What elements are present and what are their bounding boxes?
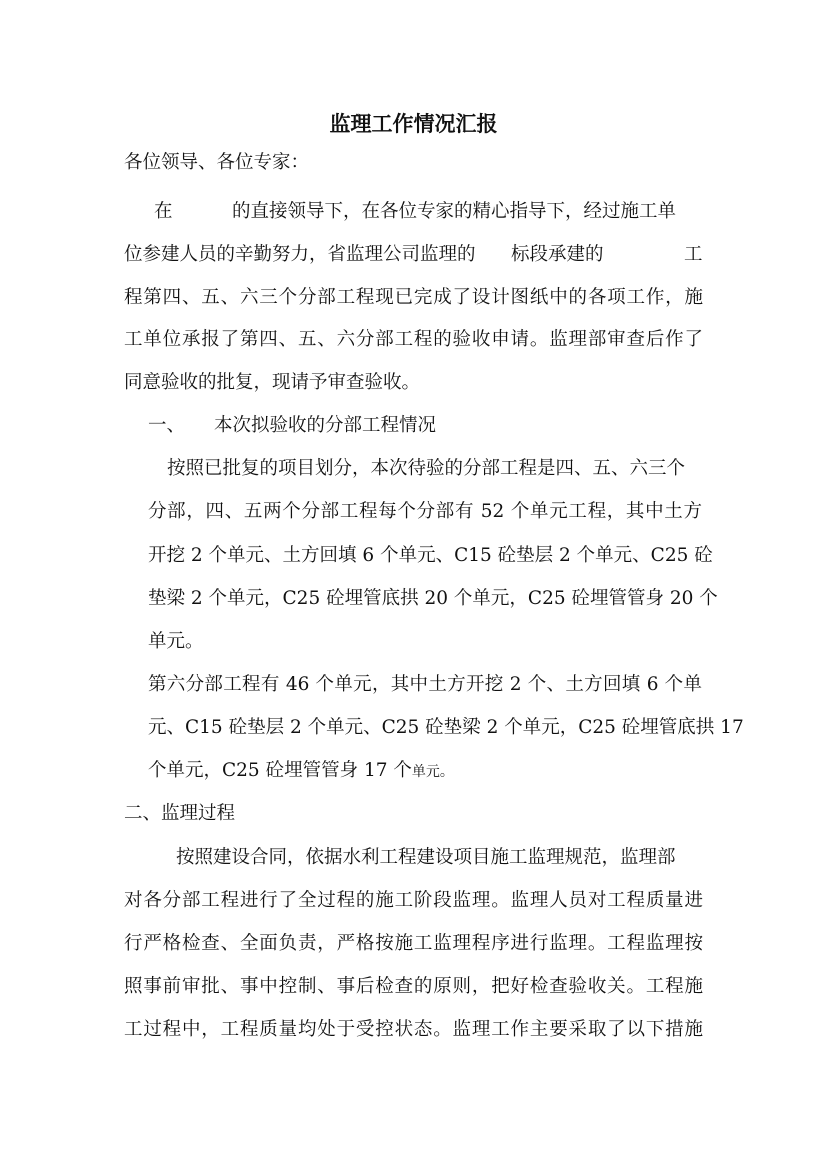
- section1-p2-line-3a: 个单元，C25 砼埋管管身 17 个: [148, 760, 412, 781]
- section2-line-4: 照事前审批、事中控制、事后检查的原则，把好检查验收关。工程施: [124, 976, 703, 997]
- section1-p1-line-2: 分部，四、五两个分部工程每个分部有 52 个单元工程，其中土方: [148, 501, 702, 522]
- section2-line-3: 行严格检查、全面负责，严格按施工监理程序进行监理。工程监理按: [124, 933, 703, 954]
- section1-p2-line-3b: 单元。: [411, 764, 454, 780]
- salutation: 各位领导、各位专家：: [124, 152, 310, 173]
- intro-line-2a: 位参建人员的辛勤努力，省监理公司监理的: [124, 244, 476, 265]
- section1-heading: 本次拟验收的分部工程情况: [214, 415, 437, 436]
- section2-line-1: 按照建设合同，依据水利工程建设项目施工监理规范，监理部: [176, 847, 676, 868]
- intro-line-4: 工单位承报了第四、五、六分部工程的验收申请。监理部审查后作了: [124, 329, 703, 350]
- intro-line-5: 同意验收的批复，现请予审查验收。: [124, 372, 421, 393]
- intro-line-3: 程第四、五、六三个分部工程现已完成了设计图纸中的各项工作，施: [124, 287, 703, 308]
- section1-number: 一、: [148, 415, 186, 436]
- section1-p1-line-5: 单元。: [148, 631, 204, 652]
- section1-p2-line-1: 第六分部工程有 46 个单元，其中土方开挖 2 个、土方回填 6 个单: [148, 674, 702, 695]
- section2-heading: 二、监理过程: [124, 803, 236, 824]
- document-title: 监理工作情况汇报: [329, 111, 498, 136]
- intro-line-1a: 在: [154, 201, 173, 222]
- section1-p1-line-3: 开挖 2 个单元、土方回填 6 个单元、C15 砼垫层 2 个单元、C25 砼: [148, 545, 713, 566]
- intro-line-1b: 的直接领导下，在各位专家的精心指导下，经过施工单: [232, 201, 677, 222]
- intro-line-2b: 标段承建的: [511, 244, 604, 265]
- section1-p2-line-3: [148, 759, 454, 784]
- section2-line-5: 工过程中，工程质量均处于受控状态。监理工作主要采取了以下措施: [124, 1019, 703, 1040]
- intro-line-2c: 工: [684, 244, 703, 265]
- section1-p2-line-2: 元、C15 砼垫层 2 个单元、C25 砼垫梁 2 个单元，C25 砼埋管底拱 17: [148, 717, 744, 738]
- section1-p1-line-4: 垫梁 2 个单元，C25 砼埋管底拱 20 个单元，C25 砼埋管管身 20 个: [148, 588, 718, 609]
- section1-p1-line-1: 按照已批复的项目划分，本次待验的分部工程是四、五、六三个: [167, 458, 686, 479]
- section2-line-2: 对各分部工程进行了全过程的施工阶段监理。监理人员对工程质量进: [124, 890, 703, 911]
